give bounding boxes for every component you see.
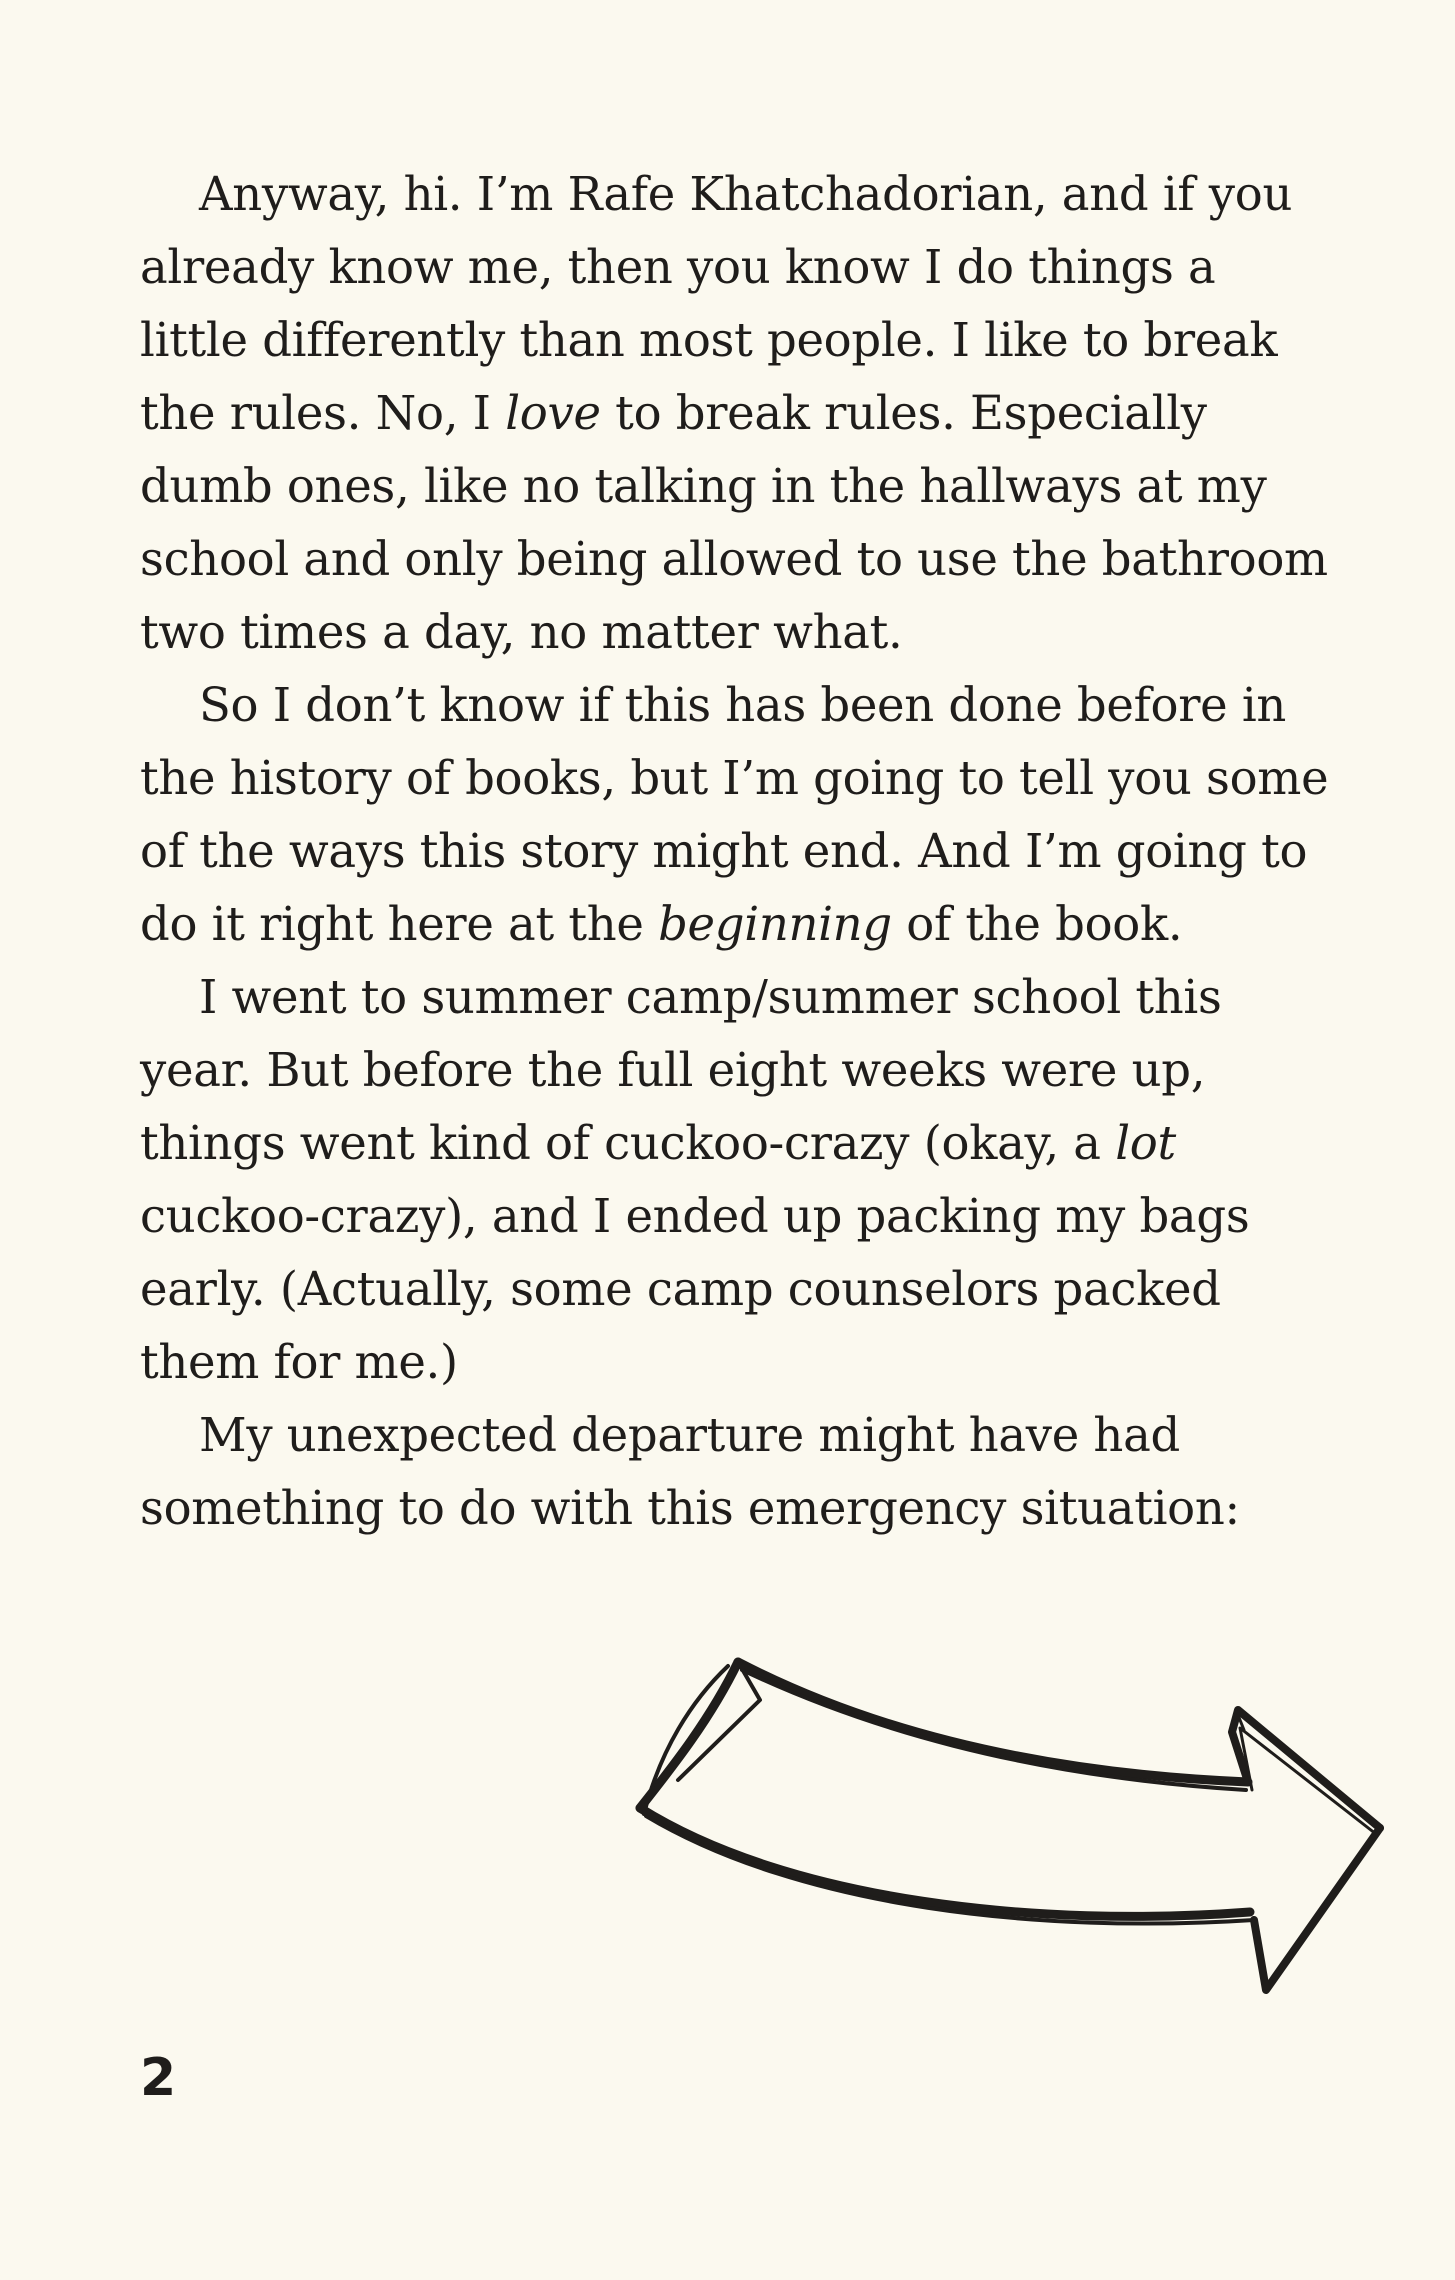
paragraph-2 xyxy=(140,669,1329,961)
text-run: do it right here at the xyxy=(140,897,659,951)
text-run: of the book. xyxy=(891,897,1183,951)
paragraph-1 xyxy=(140,158,1328,669)
text-line xyxy=(140,450,1290,523)
text-run: already know me, then you know I do things a xyxy=(140,240,1216,294)
text-run: school and only being allowed to use the bathroom xyxy=(140,532,1328,586)
text-run: to break rules. Especially xyxy=(600,386,1207,440)
text-line xyxy=(140,304,1290,377)
text-run: Anyway, hi. I’m Rafe Khatchadorian, and if you xyxy=(199,167,1293,221)
paragraph-4 xyxy=(140,1399,1290,1545)
text-run: dumb ones, like no talking in the hallways at my xyxy=(140,459,1267,513)
text-line xyxy=(140,1326,1290,1399)
paragraph-3 xyxy=(140,961,1290,1399)
text-line xyxy=(140,961,1290,1034)
text-line xyxy=(140,523,1328,596)
text-run: them for me.) xyxy=(140,1335,458,1389)
text-run: cuckoo-crazy), and I ended up packing my bags xyxy=(140,1189,1250,1243)
text-line xyxy=(140,1253,1290,1326)
italic-text-run: beginning xyxy=(658,897,892,951)
text-run: early. (Actually, some camp counselors packed xyxy=(140,1262,1221,1316)
italic-text-run: lot xyxy=(1115,1116,1176,1170)
text-run: something to do with this emergency situation: xyxy=(140,1481,1240,1535)
text-run: the history of books, but I’m going to tell you some xyxy=(140,751,1329,805)
text-line xyxy=(140,815,1308,888)
italic-text-run: love xyxy=(505,386,601,440)
text-run: year. But before the full eight weeks were up, xyxy=(140,1043,1206,1097)
text-line xyxy=(140,669,1290,742)
text-line xyxy=(140,231,1290,304)
text-run: two times a day, no matter what. xyxy=(140,605,903,659)
page-number: 2 xyxy=(140,2048,177,2108)
text-line xyxy=(140,377,1290,450)
body-text xyxy=(140,158,1329,1545)
text-line xyxy=(140,1107,1290,1180)
text-run: things went kind of cuckoo-crazy (okay, a xyxy=(140,1116,1116,1170)
text-line xyxy=(140,596,1290,669)
text-line xyxy=(140,1399,1290,1472)
text-line xyxy=(140,1034,1290,1107)
text-run: So I don’t know if this has been done before in xyxy=(199,678,1287,732)
text-run: My unexpected departure might have had xyxy=(199,1408,1180,1462)
text-line xyxy=(140,742,1329,815)
text-run: I went to summer camp/summer school this xyxy=(199,970,1222,1024)
text-run: of the ways this story might end. And I’m going to xyxy=(140,824,1308,878)
text-line xyxy=(140,888,1290,961)
text-run: little differently than most people. I like to break xyxy=(140,313,1278,367)
text-run: the rules. No, I xyxy=(140,386,506,440)
text-line xyxy=(140,1472,1290,1545)
text-line xyxy=(140,158,1293,231)
text-line xyxy=(140,1180,1290,1253)
hand-drawn-arrow-icon xyxy=(620,1640,1400,2020)
